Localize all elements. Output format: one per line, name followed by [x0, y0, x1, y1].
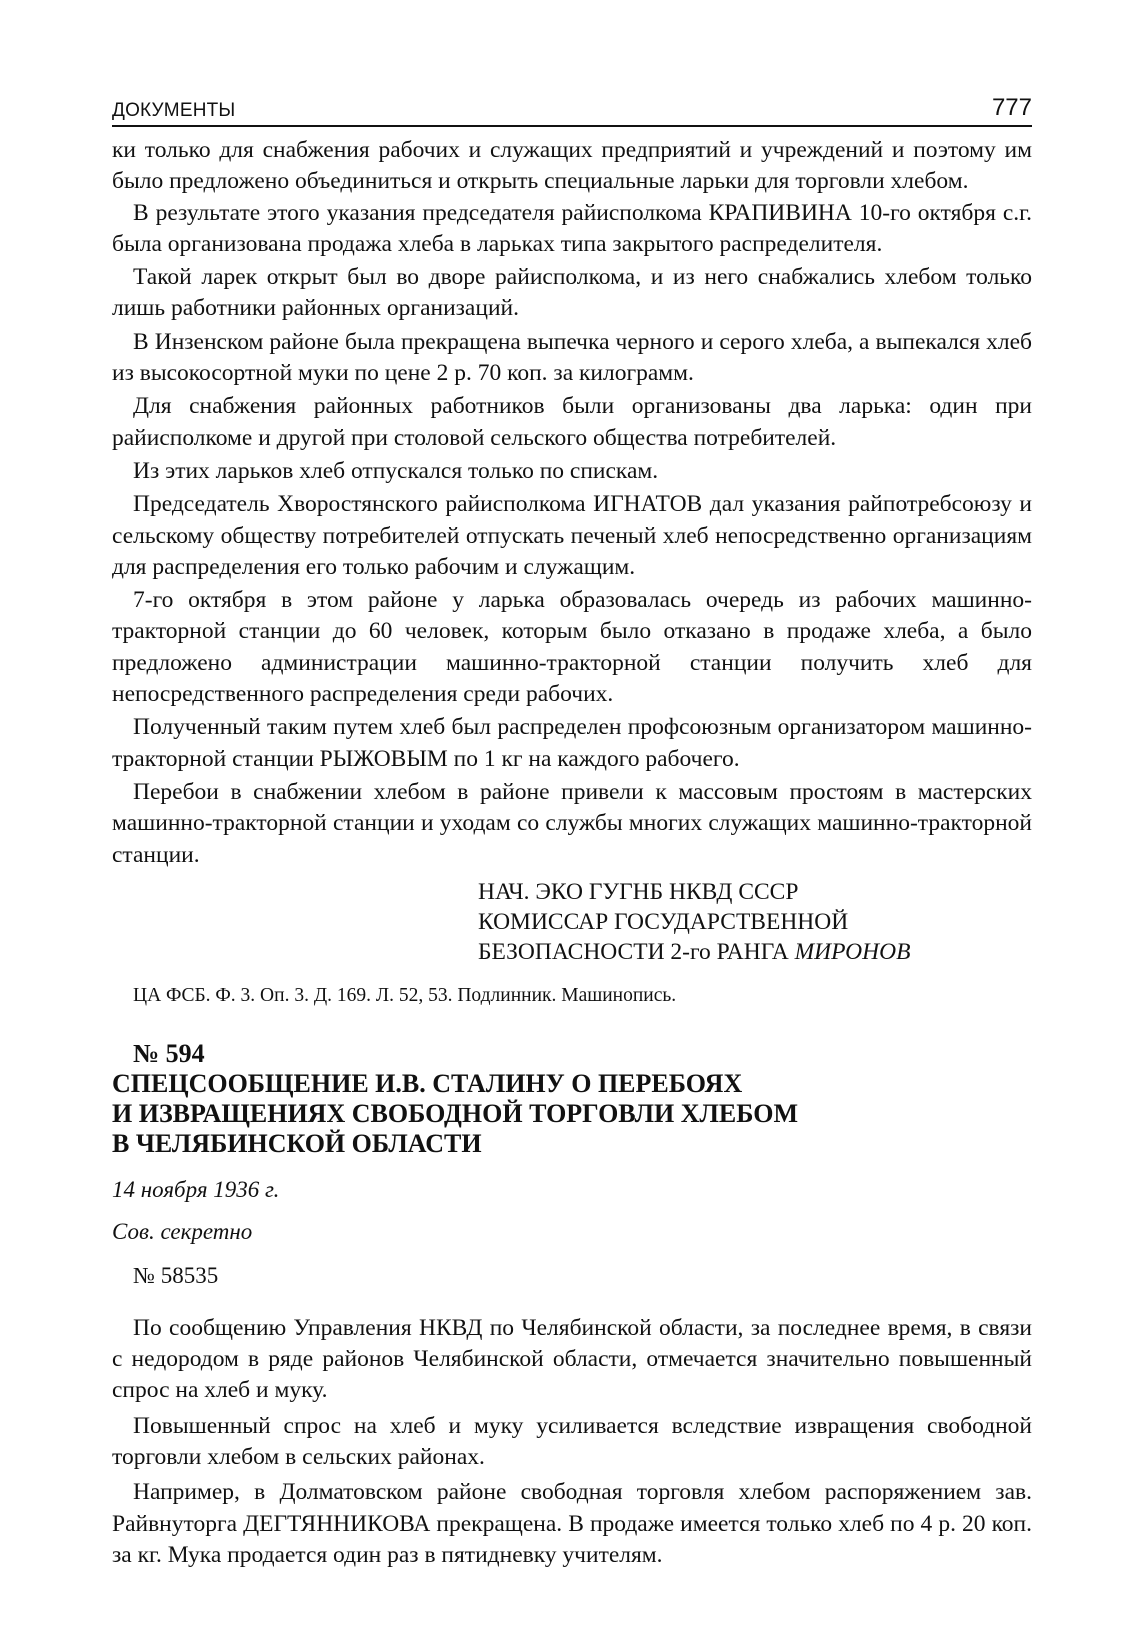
paragraph: Такой ларек открыт был во дворе райисполкома, и из него снабжались хлебом только лишь работники районных организаций. [112, 264, 1032, 322]
document-date: 14 ноября 1936 г. [112, 1176, 280, 1202]
signature-rank: БЕЗОПАСНОСТИ 2-го РАНГА [478, 938, 789, 965]
paragraph: Например, в Долматовском районе свободная торговля хлебом распоряжением зав. Райвнуторга ДЕГТЯННИКОВА прекращена. В продаже имеется только хлеб по 4 р. 20 коп. за кг. Мука продается один раз в пятидневку учителям. [112, 1479, 1032, 1568]
reference-number: № 58535 [133, 1262, 219, 1288]
paragraph: ки только для снабжения рабочих и служащих предприятий и учреждений и поэтому им было предложено объединиться и открыть специальные ларьки для торговли хлебом. [112, 137, 1032, 195]
signature-line: НАЧ. ЭКО ГУГНБ НКВД СССР [478, 878, 799, 905]
paragraph: Полученный таким путем хлеб был распределен профсоюзным организатором машинно-тракторной станции РЫЖОВЫМ по 1 кг на каждого рабочего. [112, 714, 1032, 772]
document-title [112, 1069, 1032, 1159]
paragraph: Повышенный спрос на хлеб и муку усиливается вследствие извращения свободной торговли хлебом в сельских районах. [112, 1412, 1032, 1471]
signature-line [478, 937, 1032, 967]
running-header [112, 92, 1032, 127]
title-line: И ИЗВРАЩЕНИЯХ СВОБОДНОЙ ТОРГОВЛИ ХЛЕБОМ [112, 1098, 799, 1128]
paragraph: Из этих ларьков хлеб отпускался только по спискам. [133, 457, 659, 484]
document-number: № 594 [133, 1038, 205, 1068]
section-title: ДОКУМЕНТЫ [112, 100, 236, 121]
paragraph: Председатель Хворостянского райисполкома ИГНАТОВ дал указания райпотребсоюзу и сельскому обществу потребителей отпускать печеный хлеб непосредственно организациям для распределения его только рабочим и служащим. [112, 491, 1032, 580]
classification-label: Сов. секретно [112, 1218, 253, 1244]
document-page [112, 92, 1032, 1571]
title-line: В ЧЕЛЯБИНСКОЙ ОБЛАСТИ [112, 1128, 482, 1158]
paragraph: В Инзенском районе была прекращена выпечка черного и серого хлеба, а выпекался хлеб из высокосортной муки по цене 2 р. 70 коп. за килограмм. [112, 328, 1032, 387]
paragraph: Для снабжения районных работников были организованы два ларька: один при райисполкоме и другой при столовой сельского общества потребителей. [112, 393, 1032, 451]
page-number: 777 [991, 94, 1032, 121]
paragraph: Перебои в снабжении хлебом в районе привели к массовым простоям в мастерских машинно-тракторной станции и уходам со службы многих служащих машинно-тракторной станции. [112, 778, 1032, 868]
paragraph: По сообщению Управления НКВД по Челябинской области, за последнее время, в связи с недородом в ряде районов Челябинской области, отмечается значительно повышенный спрос на хлеб и муку. [112, 1314, 1032, 1404]
archive-reference: ЦА ФСБ. Ф. 3. Оп. 3. Д. 169. Л. 52, 53. Подлинник. Машинопись. [133, 984, 677, 1006]
signature-block [478, 877, 1032, 967]
paragraph: 7-го октября в этом районе у ларька образовалась очередь из рабочих машинно-тракторной станции до 60 человек, которым было отказано в продаже хлеба, а было предложено администрации машинно-тракторной станции получить хлеб для непосредственного распределения среди рабочих. [112, 587, 1032, 708]
previous-document-body [112, 135, 1032, 871]
document-body [112, 1313, 1032, 1571]
paragraph: В результате этого указания председателя райисполкома КРАПИВИНА 10-го октября с.г. была организована продажа хлеба в ларьках типа закрытого распределителя. [112, 199, 1032, 257]
signatory-name: МИРОНОВ [794, 938, 911, 965]
signature-line: КОМИССАР ГОСУДАРСТВЕННОЙ [478, 908, 849, 935]
title-line: СПЕЦСООБЩЕНИЕ И.В. СТАЛИНУ О ПЕРЕБОЯХ [112, 1068, 743, 1098]
